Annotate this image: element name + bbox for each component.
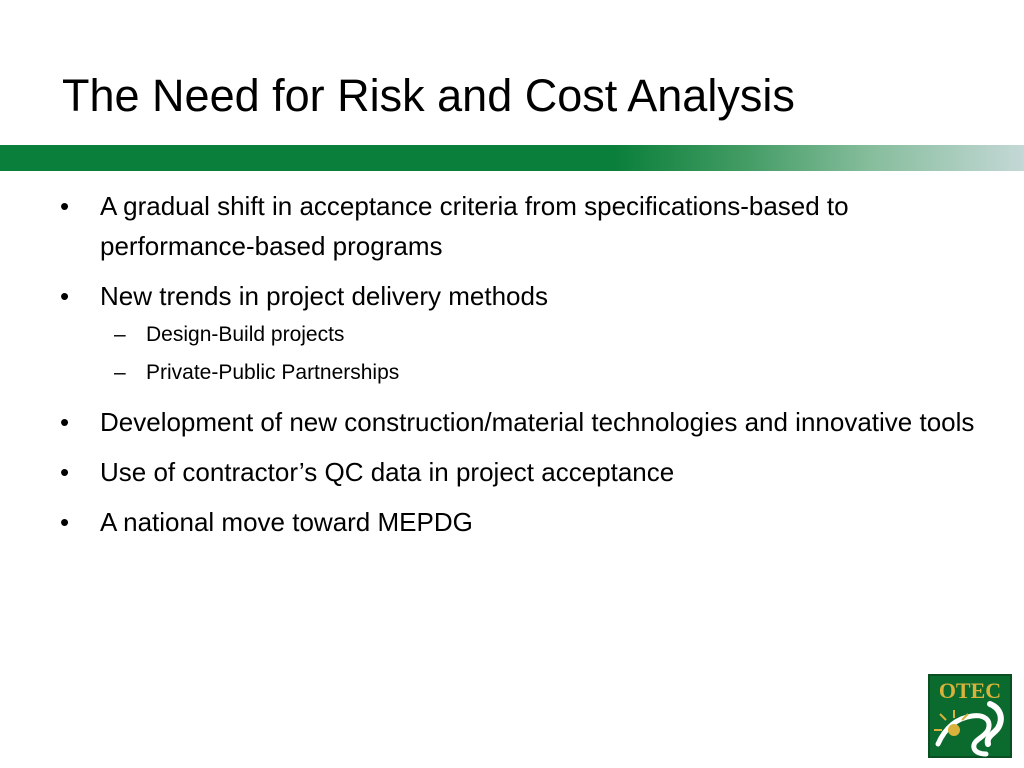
bullet-marker: • <box>60 457 70 487</box>
bullet-text: A national move toward MEPDG <box>100 507 473 537</box>
logo-text: OTEC <box>938 678 1002 703</box>
bullet-text: Use of contractor’s QC data in project acceptance <box>100 457 675 487</box>
bullet-item <box>60 276 980 392</box>
bullet-text: New trends in project delivery methods <box>100 281 548 311</box>
bullet-list <box>60 186 980 552</box>
sub-bullet-marker: – <box>114 323 126 346</box>
bullet-item <box>60 186 980 266</box>
sub-bullet-text: Private-Public Partnerships <box>146 361 400 384</box>
sub-bullet-item <box>60 316 980 354</box>
bullet-marker: • <box>60 191 70 221</box>
sub-bullet-item <box>60 354 980 392</box>
bullet-item <box>60 402 980 442</box>
bullet-marker: • <box>60 507 70 537</box>
sub-bullet-marker: – <box>114 361 126 384</box>
bullet-item <box>60 452 980 492</box>
bullet-marker: • <box>60 407 70 437</box>
slide-title: The Need for Risk and Cost Analysis <box>62 70 795 121</box>
bullet-item <box>60 502 980 542</box>
bullet-text: Development of new construction/material technologies and innovative tools <box>100 407 975 437</box>
title-divider-bar <box>0 145 1024 171</box>
sub-bullet-text: Design-Build projects <box>146 323 345 346</box>
otec-logo-icon <box>928 674 1012 758</box>
sub-bullet-list <box>100 316 980 392</box>
bullet-marker: • <box>60 281 70 311</box>
bullet-text: A gradual shift in acceptance criteria from specifications-based to performance-based programs <box>100 191 849 261</box>
